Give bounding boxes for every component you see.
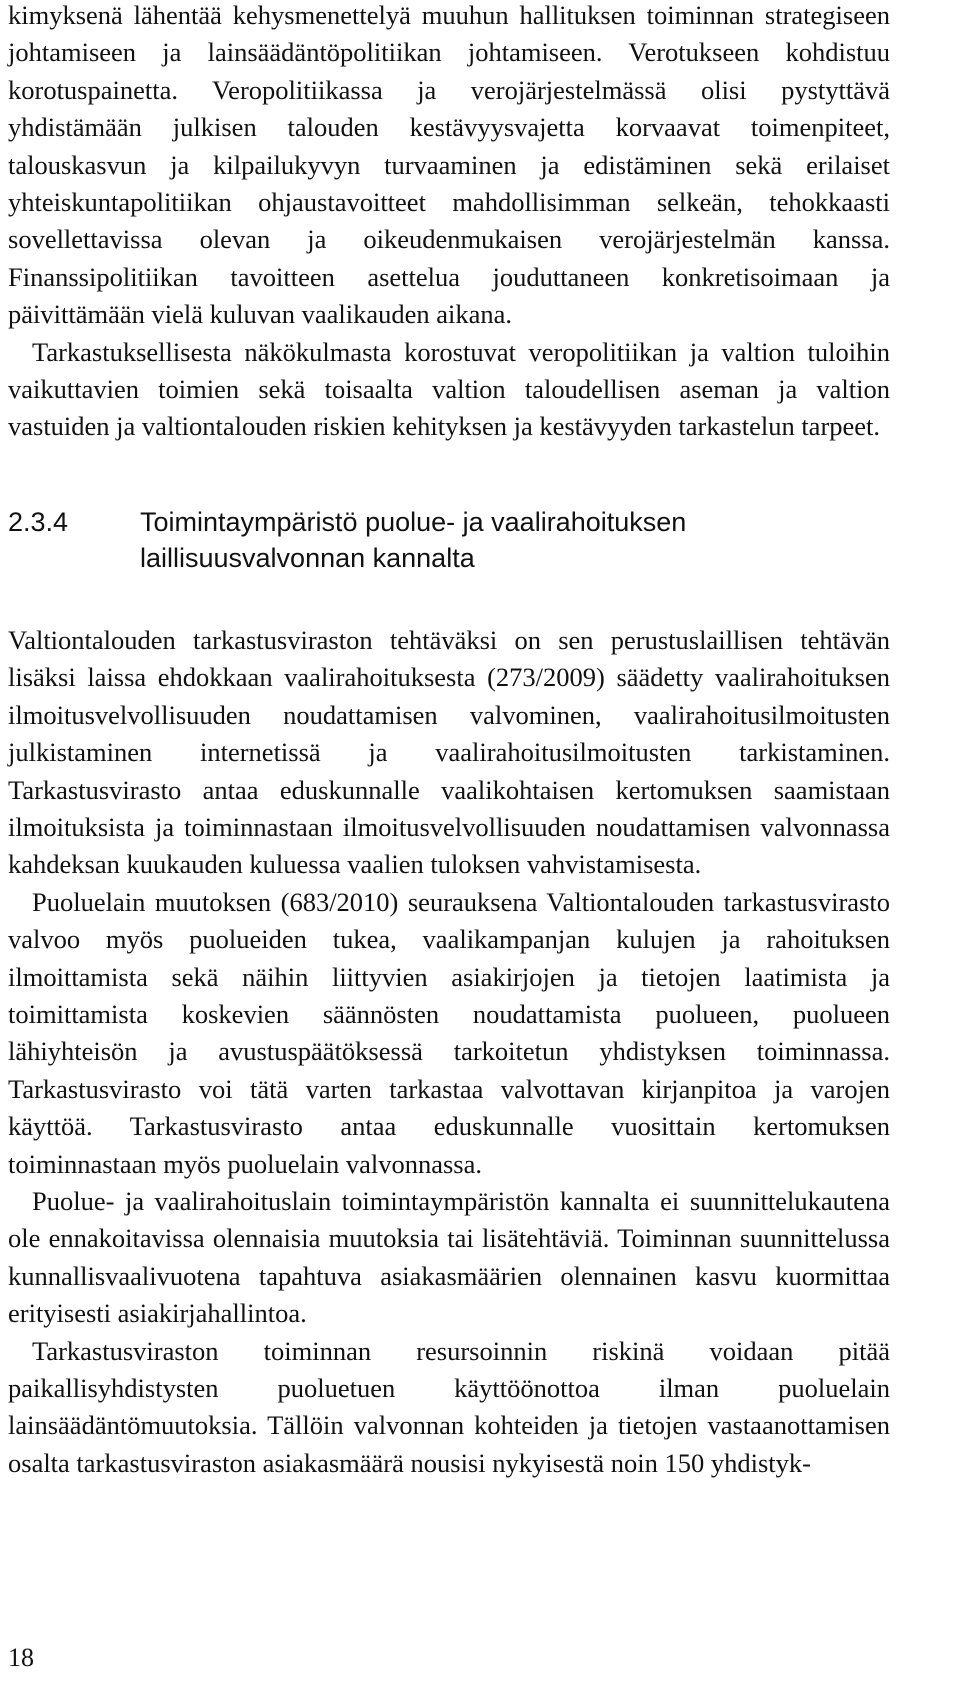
section-title: Toimintaympäristö puolue- ja vaalirahoituksen laillisuusvalvonnan kannalta bbox=[140, 506, 687, 573]
paragraph: Tarkastuksellisesta näkökulmasta korostuvat veropolitiikan ja valtion tuloihin vaikuttavien toimien sekä toisaalta valtion taloudellisen aseman ja valtion vastuiden ja valtiontalouden riskien kehityksen ja kestävyyden tarkastelun tarpeet. bbox=[8, 336, 890, 442]
page-number: 18 bbox=[8, 1643, 34, 1672]
paragraph: Puolue- ja vaalirahoituslain toimintaympäristön kannalta ei suunnittelukautena ole ennakoitavissa olennaisia muutoksia tai lisätehtäviä. Toiminnan suunnittelussa kunnallisvaalivuotena tapahtuva asiakasmäärien olennainen kasvu kuormittaa erityisesti asiakirjahallintoa. bbox=[8, 1185, 890, 1329]
paragraph: kimyksenä lähentää kehysmenettelyä muuhun hallituksen toiminnan strategiseen johtamiseen ja lainsäädäntöpolitiikan johtamiseen. Verotukseen kohdistuu korotuspainetta. Veropolitiikassa ja verojärjestelmässä olisi pystyttävä yhdistämään julkisen talouden kestävyysvajetta korvaavat toimenpiteet, talouskasvun ja kilpailukyvyn turvaaminen ja edistäminen sekä erilaiset yhteiskuntapolitiikan ohjaustavoitteet mahdollisimman selkeän, tehokkaasti sovellettavissa olevan ja oikeudenmukaisen verojärjestelmän kanssa. Finanssipolitiikan tavoitteen asettelua jouduttaneen konkretisoimaan ja päivittämään vielä kuluvan vaalikauden aikana. bbox=[8, 0, 890, 330]
paragraph: Valtiontalouden tarkastusviraston tehtäväksi on sen perustuslaillisen tehtävän lisäksi laissa ehdokkaan vaalirahoituksesta (273/2009) säädetty vaalirahoituksen ilmoitusvelvollisuuden noudattamisen valvominen, vaalirahoitusilmoitusten julkistaminen internetissä ja vaalirahoitusilmoitusten tarkistaminen. Tarkastusvirasto antaa eduskunnalle vaalikohtaisen kertomuksen saamistaan ilmoituksista ja toiminnastaan ilmoitusvelvollisuuden noudattamisen valvonnassa kahdeksan kuukauden kuluessa vaalien tuloksen vahvistamisesta. bbox=[8, 624, 890, 880]
document-page bbox=[8, 0, 890, 1482]
paragraph: Puoluelain muutoksen (683/2010) seurauksena Valtiontalouden tarkastusvirasto valvoo myös puolueiden tukea, vaalikampanjan kulujen ja rahoituksen ilmoittamista sekä näihin liittyvien asiakirjojen ja tietojen laatimista ja toimittamista koskevien säännösten noudattamista puolueen, puolueen lähiyhteisön ja avustuspäätöksessä tarkoitetun yhdistyksen toiminnassa. Tarkastusvirasto voi tätä varten tarkastaa valvottavan kirjanpitoa ja varojen käyttöä. Tarkastusvirasto antaa eduskunnalle vuosittain kertomuksen toiminnastaan myös puoluelain valvonnassa. bbox=[8, 886, 890, 1179]
paragraph: Tarkastusviraston toiminnan resursoinnin riskinä voidaan pitää paikallisyhdistysten puoluetuen käyttöönottoa ilman puoluelain lainsäädäntömuutoksia. Tällöin valvonnan kohteiden ja tietojen vastaanottamisen osalta tarkastusviraston asiakasmäärä nousisi nykyisestä noin 150 yhdistyk- bbox=[8, 1335, 890, 1478]
section-heading bbox=[8, 504, 890, 576]
section-number: 2.3.4 bbox=[8, 506, 69, 537]
